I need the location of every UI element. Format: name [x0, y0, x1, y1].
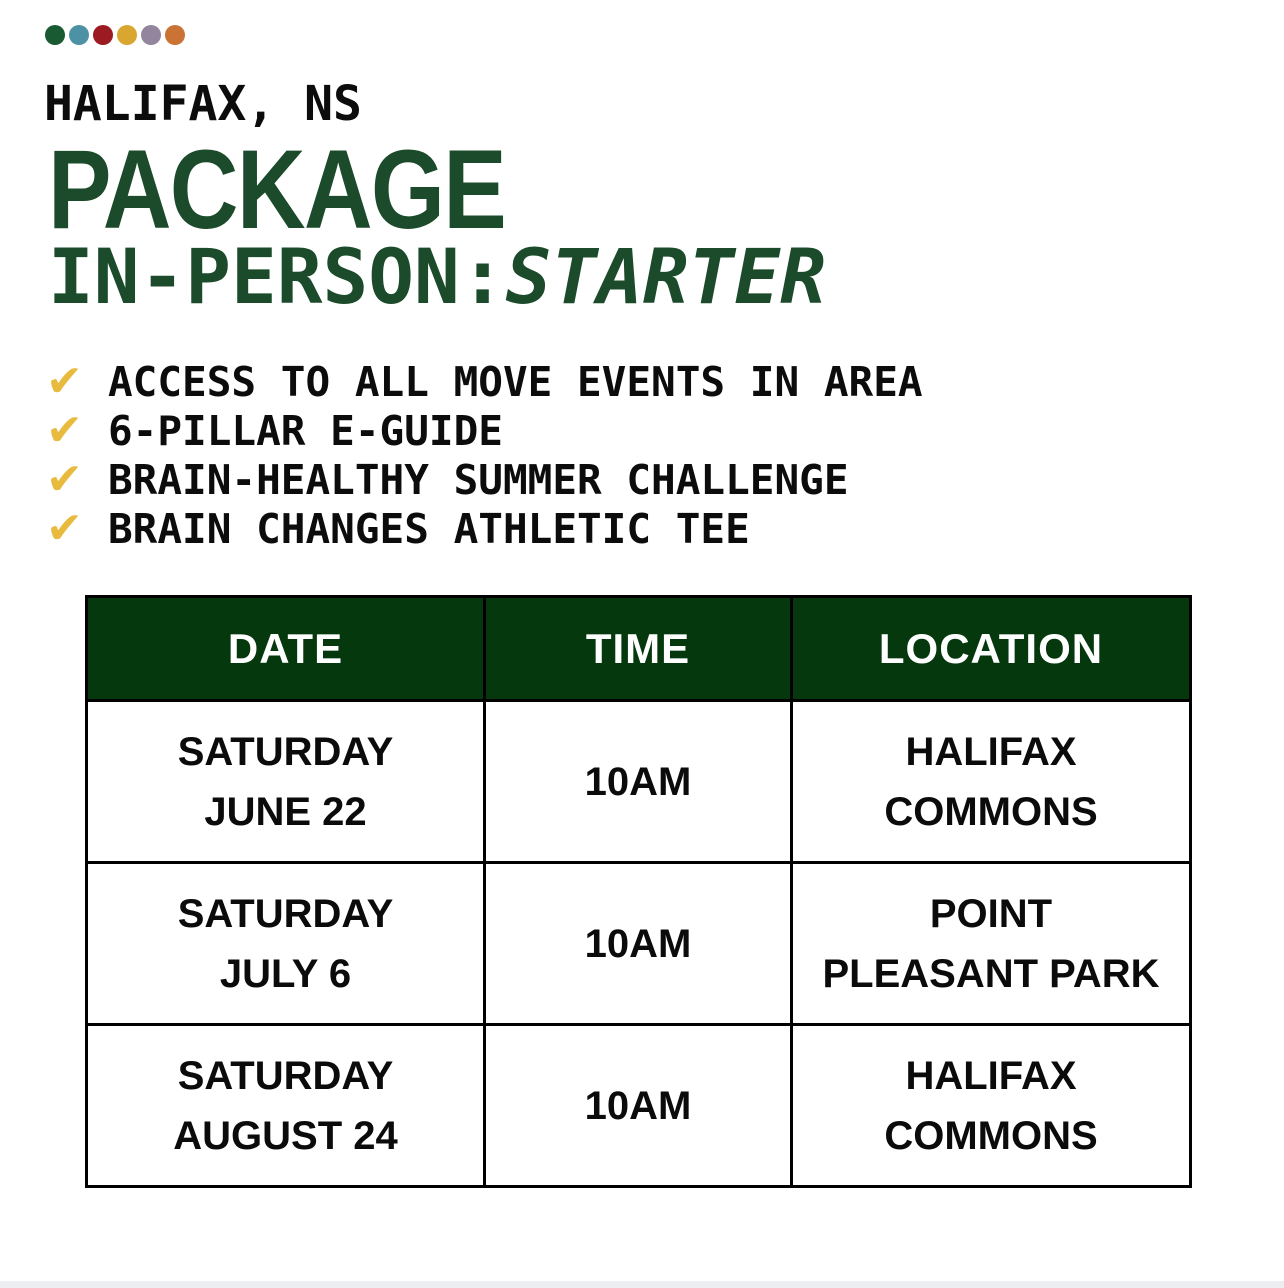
- location-cell: [792, 701, 1191, 863]
- location-cell-line: COMMONS: [884, 789, 1098, 834]
- location-cell-line: PLEASANT PARK: [822, 951, 1160, 996]
- location-cell-line: POINT: [929, 891, 1053, 936]
- date-cell-line: SATURDAY: [177, 729, 394, 774]
- brand-dots: [45, 25, 185, 45]
- time-cell-line: 10AM: [584, 759, 692, 804]
- bottom-edge-strip: [0, 1281, 1284, 1288]
- checkmark-icon: ✔: [46, 454, 83, 505]
- date-cell: [87, 863, 485, 1025]
- time-cell-line: 10AM: [584, 1083, 692, 1128]
- checklist-item: [46, 358, 923, 406]
- location-cell-line: HALIFAX: [905, 1053, 1077, 1098]
- date-cell: [87, 1025, 485, 1187]
- subtitle-italic: STARTER: [505, 232, 826, 321]
- date-cell-line: SATURDAY: [177, 891, 394, 936]
- schedule-table: [85, 595, 1192, 1188]
- checkmark-icon: ✔: [46, 405, 83, 456]
- brand-dot-green-icon: [45, 25, 65, 45]
- schedule-row: [87, 1025, 1191, 1187]
- location-cell-line: HALIFAX: [905, 729, 1077, 774]
- checklist-item-label: 6-PILLAR E-GUIDE: [108, 407, 503, 455]
- brand-dot-gold-icon: [117, 25, 137, 45]
- schedule-row: [87, 863, 1191, 1025]
- location-cell: [792, 1025, 1191, 1187]
- checklist-item-label: ACCESS TO ALL MOVE EVENTS IN AREA: [108, 358, 923, 406]
- column-header-time: TIME: [485, 597, 792, 701]
- checklist-item: [46, 505, 923, 553]
- time-cell: [485, 863, 792, 1025]
- date-cell-line: JULY 6: [219, 951, 352, 996]
- brand-dot-mauve-icon: [141, 25, 161, 45]
- time-cell: [485, 701, 792, 863]
- location-cell-line: COMMONS: [884, 1113, 1098, 1158]
- table-header-row: [87, 597, 1191, 701]
- checklist-item: [46, 456, 923, 504]
- time-cell-line: 10AM: [584, 921, 692, 966]
- date-cell-line: AUGUST 24: [173, 1113, 398, 1158]
- date-cell: [87, 701, 485, 863]
- page-title: PACKAGE: [48, 127, 506, 252]
- benefits-list: [46, 358, 923, 554]
- checklist-item: [46, 407, 923, 455]
- checklist-item-label: BRAIN CHANGES ATHLETIC TEE: [108, 505, 750, 553]
- checkmark-icon: ✔: [46, 503, 83, 554]
- column-header-location: LOCATION: [792, 597, 1191, 701]
- table-body: [87, 701, 1191, 1187]
- brand-dot-orange-icon: [165, 25, 185, 45]
- brand-dot-red-icon: [93, 25, 113, 45]
- checkmark-icon: ✔: [46, 356, 83, 407]
- date-cell-line: JUNE 22: [204, 789, 367, 834]
- subtitle-plain: IN-PERSON:: [48, 232, 506, 321]
- brand-dot-teal-icon: [69, 25, 89, 45]
- page-subtitle: [48, 232, 826, 321]
- checklist-item-label: BRAIN-HEALTHY SUMMER CHALLENGE: [108, 456, 849, 504]
- location-label: HALIFAX, NS: [44, 76, 362, 132]
- time-cell: [485, 1025, 792, 1187]
- location-cell: [792, 863, 1191, 1025]
- column-header-date: DATE: [87, 597, 485, 701]
- schedule-row: [87, 701, 1191, 863]
- date-cell-line: SATURDAY: [177, 1053, 394, 1098]
